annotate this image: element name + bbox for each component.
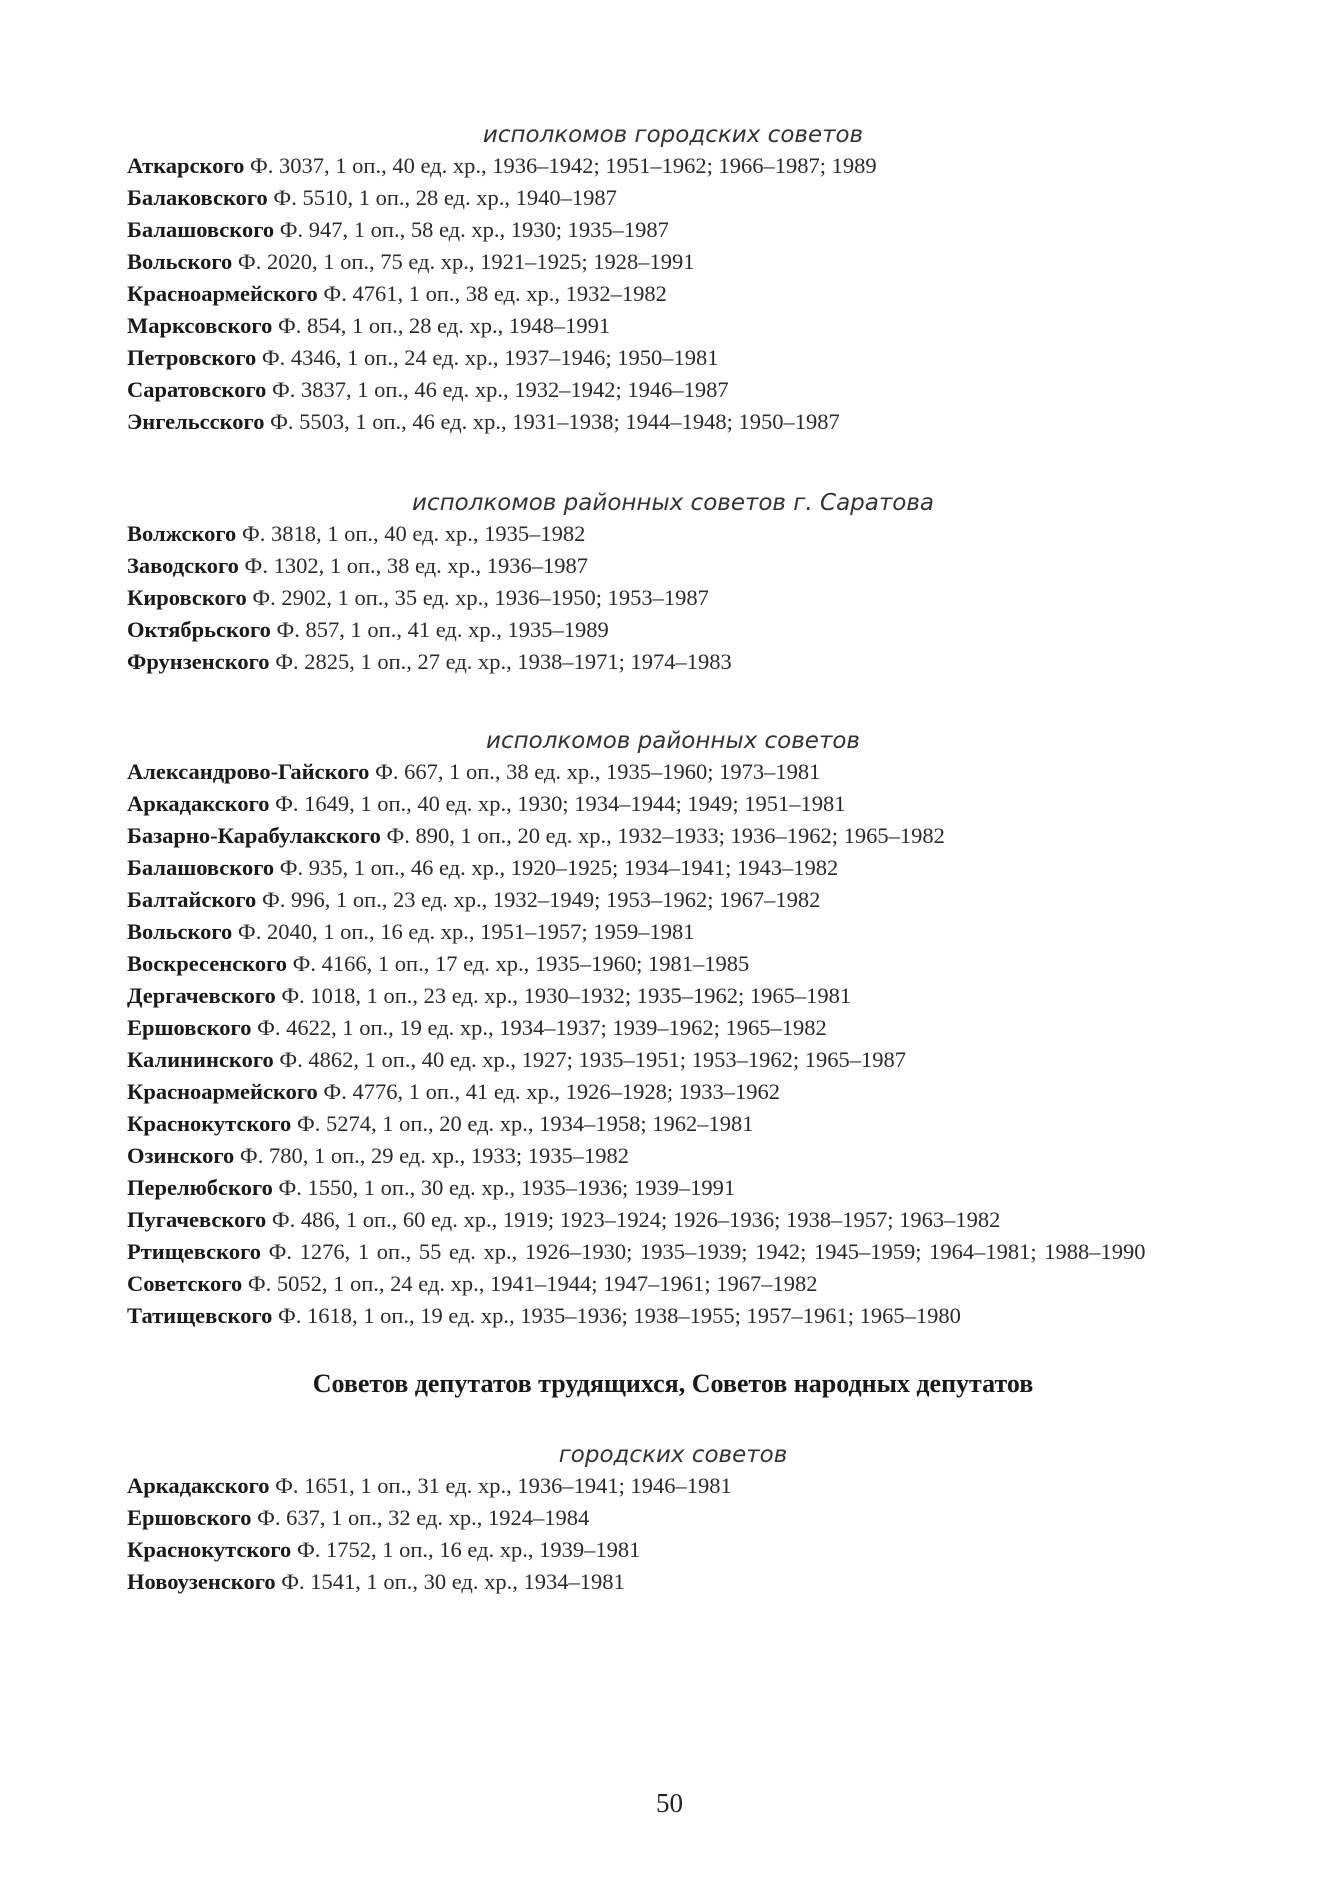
list-item xyxy=(127,1204,1219,1236)
list-item xyxy=(127,884,1219,916)
list-item xyxy=(127,1076,1219,1108)
list-item xyxy=(127,582,1219,614)
entry-name: Пугачевского xyxy=(127,1207,267,1232)
list-item xyxy=(127,852,1219,884)
entry-name: Энгельсского xyxy=(127,409,265,434)
entry-name: Дергачевского xyxy=(127,983,276,1008)
entry-details: Ф. 780, 1 оп., 29 ед. хр., 1933; 1935–1982 xyxy=(239,1143,630,1168)
entry-name: Ртищевского xyxy=(127,1239,261,1264)
entry-details: Ф. 637, 1 оп., 32 ед. хр., 1924–1984 xyxy=(257,1505,590,1530)
entry-details: Ф. 996, 1 оп., 23 ед. хр., 1932–1949; 1953–1962; 1967–1982 xyxy=(261,887,821,912)
page-content xyxy=(127,120,1219,1598)
list-item xyxy=(127,1470,1219,1502)
list-item xyxy=(127,278,1219,310)
list-item xyxy=(127,342,1219,374)
entry-name: Воскресенского xyxy=(127,951,288,976)
list-item xyxy=(127,646,1219,678)
list-item xyxy=(127,756,1219,788)
list-item xyxy=(127,1502,1219,1534)
entry-name: Ершовского xyxy=(127,1505,252,1530)
list-item xyxy=(127,1566,1219,1598)
entry-name: Волжского xyxy=(127,521,237,546)
entry-name: Калининского xyxy=(127,1047,274,1072)
entry-details: Ф. 854, 1 оп., 28 ед. хр., 1948–1991 xyxy=(277,313,611,338)
list-item xyxy=(127,614,1219,646)
entry-details: Ф. 5274, 1 оп., 20 ед. хр., 1934–1958; 1962–1981 xyxy=(296,1111,754,1136)
entry-name: Озинского xyxy=(127,1143,235,1168)
entry-name: Фрунзенского xyxy=(127,649,270,674)
entry-name: Вольского xyxy=(127,249,233,274)
section-subtitle: исполкомов городских советов xyxy=(482,122,864,148)
entry-details: Ф. 667, 1 оп., 38 ед. хр., 1935–1960; 1973–1981 xyxy=(375,759,821,784)
list-item xyxy=(127,182,1219,214)
entry-name: Балаковского xyxy=(127,185,268,210)
page-number: 50 xyxy=(656,1788,683,1818)
entry-details: Ф. 4622, 1 оп., 19 ед. хр., 1934–1937; 1939–1962; 1965–1982 xyxy=(257,1015,827,1040)
list-item xyxy=(127,1108,1219,1140)
list-item xyxy=(127,948,1219,980)
section-subtitle: исполкомов районных советов г. Саратова xyxy=(412,490,934,516)
entry-details: Ф. 5510, 1 оп., 28 ед. хр., 1940–1987 xyxy=(273,185,617,210)
entry-details: Ф. 2040, 1 оп., 16 ед. хр., 1951–1957; 1959–1981 xyxy=(237,919,695,944)
entry-details: Ф. 1651, 1 оп., 31 ед. хр., 1936–1941; 1946–1981 xyxy=(275,1473,732,1498)
entry-name: Новоузенского xyxy=(127,1569,276,1594)
section-subtitle: городских советов xyxy=(558,1442,788,1468)
entry-name: Краснокутского xyxy=(127,1537,292,1562)
entry-name: Красноармейского xyxy=(127,1079,318,1104)
entry-name: Александрово-Гайского xyxy=(127,759,370,784)
list-item xyxy=(127,518,1219,550)
entry-details: Ф. 486, 1 оп., 60 ед. хр., 1919; 1923–1924; 1926–1936; 1938–1957; 1963–1982 xyxy=(271,1207,1001,1232)
list-item xyxy=(127,980,1219,1012)
entry-details: Ф. 4776, 1 оп., 41 ед. хр., 1926–1928; 1933–1962 xyxy=(323,1079,781,1104)
list-item xyxy=(127,1534,1219,1566)
entry-details: Ф. 1276, 1 оп., 55 ед. хр., 1926–1930; 1935–1939; 1942; 1945–1959; 1964–1981; 1988–1990 xyxy=(268,1239,1146,1264)
entry-details: Ф. 1550, 1 оп., 30 ед. хр., 1935–1936; 1939–1991 xyxy=(278,1175,736,1200)
entry-name: Марксовского xyxy=(127,313,273,338)
entry-details: Ф. 4761, 1 оп., 38 ед. хр., 1932–1982 xyxy=(323,281,667,306)
entry-name: Октябрьского xyxy=(127,617,271,642)
list-item xyxy=(127,916,1219,948)
entry-details: Ф. 4862, 1 оп., 40 ед. хр., 1927; 1935–1951; 1953–1962; 1965–1987 xyxy=(279,1047,906,1072)
entry-details: Ф. 1541, 1 оп., 30 ед. хр., 1934–1981 xyxy=(281,1569,625,1594)
entry-name: Красноармейского xyxy=(127,281,318,306)
entry-details: Ф. 1649, 1 оп., 40 ед. хр., 1930; 1934–1944; 1949; 1951–1981 xyxy=(275,791,846,816)
list-item xyxy=(127,820,1219,852)
entry-details: Ф. 2902, 1 оп., 35 ед. хр., 1936–1950; 1953–1987 xyxy=(252,585,709,610)
section-subtitle: исполкомов районных советов xyxy=(486,728,860,754)
list-item xyxy=(127,550,1219,582)
entry-name: Аркадакского xyxy=(127,791,270,816)
spacer xyxy=(127,1400,1219,1440)
entry-name: Балашовского xyxy=(127,855,275,880)
entry-details: Ф. 2825, 1 оп., 27 ед. хр., 1938–1971; 1974–1983 xyxy=(275,649,732,674)
entry-name: Саратовского xyxy=(127,377,267,402)
entry-details: Ф. 5052, 1 оп., 24 ед. хр., 1941–1944; 1947–1961; 1967–1982 xyxy=(247,1271,818,1296)
list-item xyxy=(127,1012,1219,1044)
entry-details: Ф. 4346, 1 оп., 24 ед. хр., 1937–1946; 1950–1981 xyxy=(261,345,719,370)
spacer xyxy=(127,438,1219,488)
list-item xyxy=(127,1268,1219,1300)
section-heading: Советов депутатов трудящихся, Советов народных депутатов xyxy=(312,1369,1034,1398)
entry-details: Ф. 947, 1 оп., 58 ед. хр., 1930; 1935–1987 xyxy=(279,217,669,242)
spacer xyxy=(127,1332,1219,1368)
entry-details: Ф. 2020, 1 оп., 75 ед. хр., 1921–1925; 1928–1991 xyxy=(237,249,695,274)
list-item xyxy=(127,788,1219,820)
entry-name: Краснокутского xyxy=(127,1111,292,1136)
entry-list xyxy=(127,518,1219,678)
entry-name: Петровского xyxy=(127,345,257,370)
entry-details: Ф. 3037, 1 оп., 40 ед. хр., 1936–1942; 1951–1962; 1966–1987; 1989 xyxy=(250,153,877,178)
entry-name: Перелюбского xyxy=(127,1175,273,1200)
entry-details: Ф. 1018, 1 оп., 23 ед. хр., 1930–1932; 1935–1962; 1965–1981 xyxy=(281,983,852,1008)
entry-name: Аркадакского xyxy=(127,1473,270,1498)
entry-details: Ф. 890, 1 оп., 20 ед. хр., 1932–1933; 1936–1962; 1965–1982 xyxy=(386,823,945,848)
entry-list xyxy=(127,150,1219,438)
entry-name: Вольского xyxy=(127,919,233,944)
list-item xyxy=(127,1236,1219,1268)
entry-name: Балтайского xyxy=(127,887,257,912)
list-item xyxy=(127,310,1219,342)
entry-name: Ершовского xyxy=(127,1015,252,1040)
entry-list xyxy=(127,1470,1219,1598)
entry-details: Ф. 4166, 1 оп., 17 ед. хр., 1935–1960; 1981–1985 xyxy=(292,951,750,976)
entry-details: Ф. 1752, 1 оп., 16 ед. хр., 1939–1981 xyxy=(296,1537,641,1562)
list-item xyxy=(127,1172,1219,1204)
entry-details: Ф. 1302, 1 оп., 38 ед. хр., 1936–1987 xyxy=(244,553,589,578)
list-item xyxy=(127,1140,1219,1172)
entry-details: Ф. 3818, 1 оп., 40 ед. хр., 1935–1982 xyxy=(241,521,586,546)
entry-name: Татищевского xyxy=(127,1303,273,1328)
entry-list xyxy=(127,756,1219,1332)
spacer xyxy=(127,678,1219,726)
entry-details: Ф. 935, 1 оп., 46 ед. хр., 1920–1925; 1934–1941; 1943–1982 xyxy=(279,855,839,880)
entry-name: Балашовского xyxy=(127,217,275,242)
entry-name: Кировского xyxy=(127,585,247,610)
entry-name: Советского xyxy=(127,1271,243,1296)
entry-name: Заводского xyxy=(127,553,239,578)
entry-name: Аткарского xyxy=(127,153,245,178)
list-item xyxy=(127,1044,1219,1076)
list-item xyxy=(127,214,1219,246)
entry-name: Базарно-Карабулакского xyxy=(127,823,381,848)
list-item xyxy=(127,374,1219,406)
entry-details: Ф. 857, 1 оп., 41 ед. хр., 1935–1989 xyxy=(276,617,609,642)
entry-details: Ф. 1618, 1 оп., 19 ед. хр., 1935–1936; 1938–1955; 1957–1961; 1965–1980 xyxy=(277,1303,961,1328)
entry-details: Ф. 5503, 1 оп., 46 ед. хр., 1931–1938; 1944–1948; 1950–1987 xyxy=(270,409,840,434)
list-item xyxy=(127,1300,1219,1332)
list-item xyxy=(127,150,1219,182)
list-item xyxy=(127,246,1219,278)
list-item xyxy=(127,406,1219,438)
entry-details: Ф. 3837, 1 оп., 46 ед. хр., 1932–1942; 1946–1987 xyxy=(272,377,729,402)
